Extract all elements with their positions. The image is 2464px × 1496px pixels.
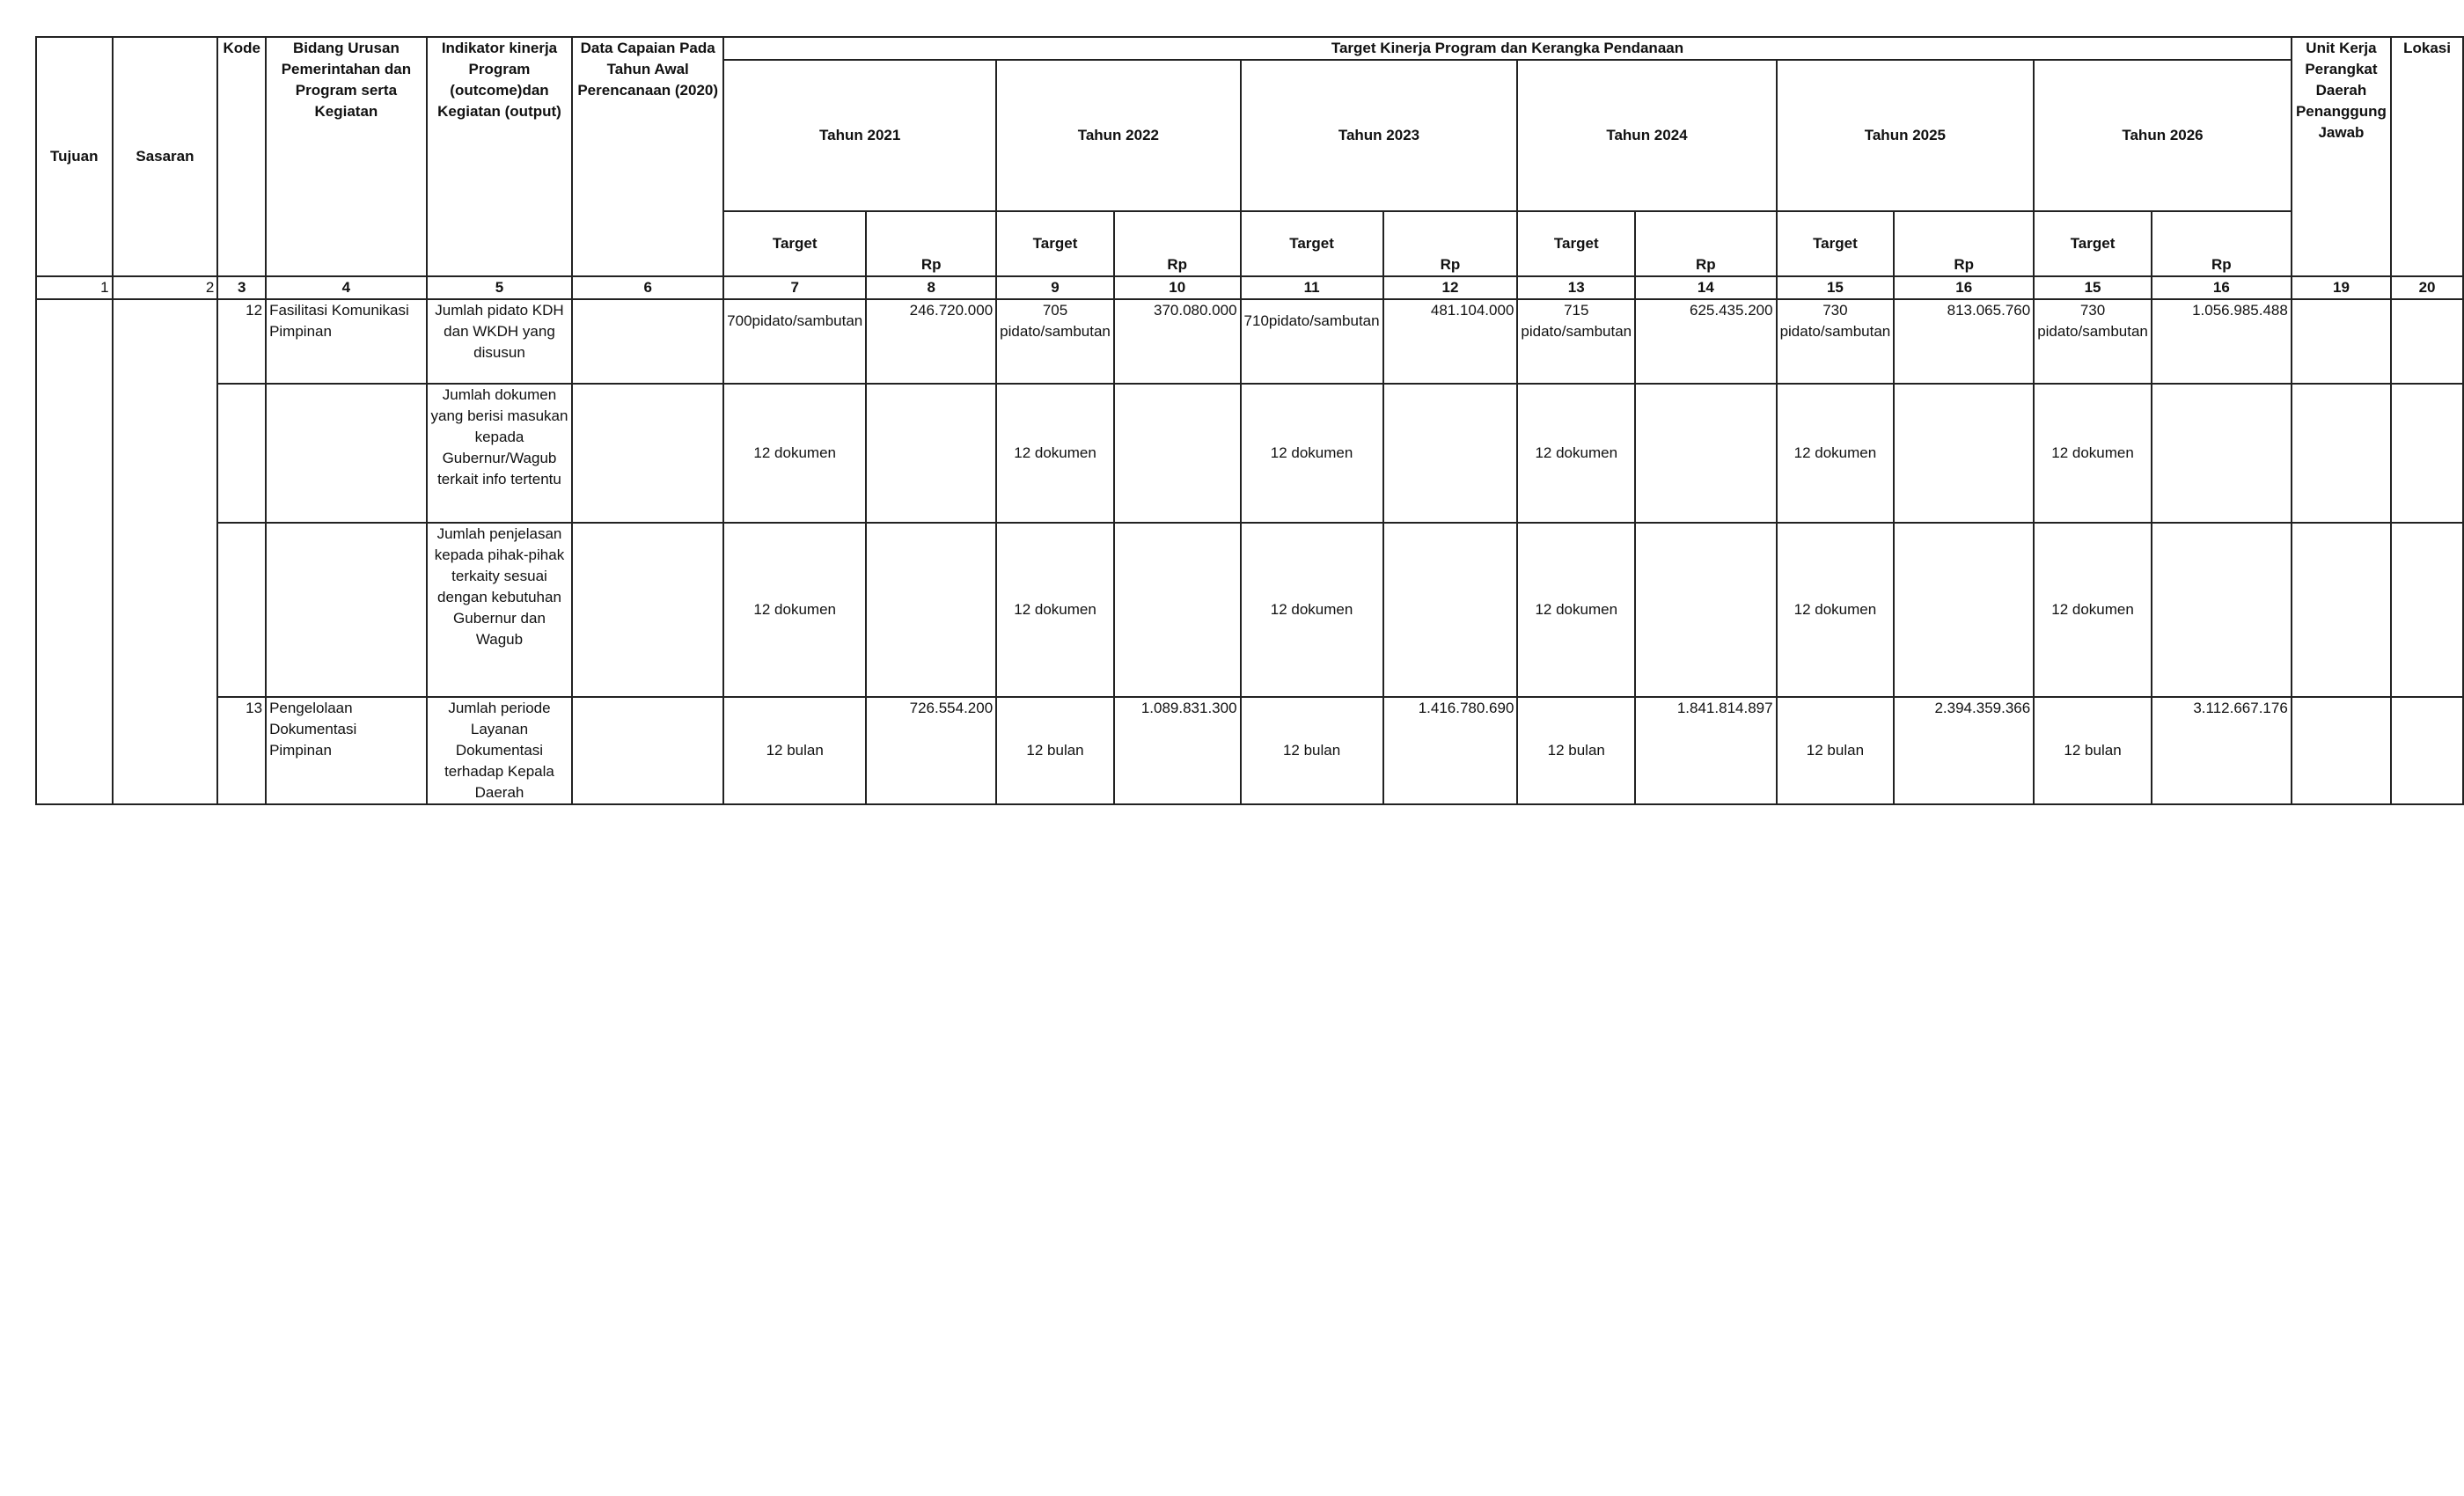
- rp-cell: [1114, 384, 1241, 523]
- lokasi-cell: [2391, 384, 2463, 523]
- unit-kerja-cell: [2292, 384, 2391, 523]
- table-row: [36, 523, 2463, 697]
- target-cell: 12 dokumen: [996, 523, 1114, 697]
- header-target-group: Target Kinerja Program dan Kerangka Pendanaan: [723, 37, 2292, 60]
- target-cell: 12 bulan: [996, 697, 1114, 804]
- indikator-cell: Jumlah pidato KDH dan WKDH yang disusun: [427, 299, 572, 384]
- rp-cell: [866, 384, 996, 523]
- target-cell: 12 bulan: [723, 697, 866, 804]
- header-year-2021: Tahun 2021: [723, 60, 996, 211]
- header-rp: Rp: [1114, 211, 1241, 276]
- header-target: Target: [1241, 211, 1383, 276]
- tujuan-cell: [36, 299, 113, 804]
- capaian-cell: [572, 299, 723, 384]
- unit-kerja-cell: [2292, 523, 2391, 697]
- target-cell: 12 dokumen: [2034, 523, 2152, 697]
- header-tujuan: Tujuan: [36, 37, 113, 276]
- column-number: 11: [1241, 276, 1383, 299]
- header-kode: Kode: [217, 37, 266, 276]
- rp-cell: [2152, 523, 2292, 697]
- rp-cell: 1.841.814.897: [1635, 697, 1776, 804]
- header-row-1: [36, 37, 2463, 60]
- target-cell: 12 dokumen: [1241, 523, 1383, 697]
- target-cell: 12 bulan: [1777, 697, 1895, 804]
- column-number: 2: [113, 276, 218, 299]
- header-rp: Rp: [1894, 211, 2034, 276]
- column-number: 14: [1635, 276, 1776, 299]
- indikator-cell: Jumlah penjelasan kepada pihak-pihak terkaity sesuai dengan kebutuhan Gubernur dan Wagub: [427, 523, 572, 697]
- target-cell: 12 bulan: [2034, 697, 2152, 804]
- rp-cell: [1635, 523, 1776, 697]
- unit-kerja-cell: [2292, 299, 2391, 384]
- rp-cell: 3.112.667.176: [2152, 697, 2292, 804]
- column-number: 6: [572, 276, 723, 299]
- column-number: 4: [266, 276, 427, 299]
- column-number: 8: [866, 276, 996, 299]
- header-unit-kerja: Unit Kerja Perangkat Daerah Penanggung Jawab: [2292, 37, 2391, 276]
- column-number: 3: [217, 276, 266, 299]
- rp-cell: 481.104.000: [1383, 299, 1518, 384]
- column-number-row: [36, 276, 2463, 299]
- column-number: 15: [1777, 276, 1895, 299]
- program-cell: Fasilitasi Komunikasi Pimpinan: [266, 299, 427, 384]
- header-capaian: Data Capaian Pada Tahun Awal Perencanaan (2020): [572, 37, 723, 276]
- header-target: Target: [723, 211, 866, 276]
- rp-cell: [1635, 384, 1776, 523]
- target-cell: 710pidato/sambutan: [1241, 299, 1383, 384]
- header-indikator: Indikator kinerja Program (outcome)dan Kegiatan (output): [427, 37, 572, 276]
- capaian-cell: [572, 523, 723, 697]
- column-number: 13: [1517, 276, 1635, 299]
- target-cell: 12 dokumen: [2034, 384, 2152, 523]
- indikator-cell: Jumlah dokumen yang berisi masukan kepada Gubernur/Wagub terkait info tertentu: [427, 384, 572, 523]
- target-cell: 12 bulan: [1241, 697, 1383, 804]
- target-cell: 12 dokumen: [1517, 384, 1635, 523]
- column-number: 10: [1114, 276, 1241, 299]
- table-row: [36, 697, 2463, 804]
- header-rp: Rp: [1635, 211, 1776, 276]
- header-target: Target: [2034, 211, 2152, 276]
- capaian-cell: [572, 384, 723, 523]
- column-number: 5: [427, 276, 572, 299]
- target-cell: 12 dokumen: [723, 523, 866, 697]
- header-year-2026: Tahun 2026: [2034, 60, 2292, 211]
- rp-cell: 2.394.359.366: [1894, 697, 2034, 804]
- target-cell: 730 pidato/sambutan: [2034, 299, 2152, 384]
- rp-cell: 1.056.985.488: [2152, 299, 2292, 384]
- column-number: 16: [1894, 276, 2034, 299]
- header-lokasi: Lokasi: [2391, 37, 2463, 276]
- table-row: [36, 299, 2463, 384]
- rp-cell: 246.720.000: [866, 299, 996, 384]
- rp-cell: [1894, 384, 2034, 523]
- header-target: Target: [996, 211, 1114, 276]
- rp-cell: [1894, 523, 2034, 697]
- kode-cell: 12: [217, 299, 266, 384]
- column-number: 16: [2152, 276, 2292, 299]
- rp-cell: 726.554.200: [866, 697, 996, 804]
- rp-cell: 813.065.760: [1894, 299, 2034, 384]
- header-year-2022: Tahun 2022: [996, 60, 1240, 211]
- rp-cell: [866, 523, 996, 697]
- header-target: Target: [1517, 211, 1635, 276]
- header-sasaran: Sasaran: [113, 37, 218, 276]
- header-rp: Rp: [866, 211, 996, 276]
- column-number: 1: [36, 276, 113, 299]
- target-cell: 12 dokumen: [1517, 523, 1635, 697]
- rp-cell: 1.416.780.690: [1383, 697, 1518, 804]
- target-cell: 12 dokumen: [1777, 523, 1895, 697]
- unit-kerja-cell: [2292, 697, 2391, 804]
- rp-cell: [1383, 523, 1518, 697]
- header-rp: Rp: [1383, 211, 1518, 276]
- lokasi-cell: [2391, 299, 2463, 384]
- header-year-2025: Tahun 2025: [1777, 60, 2035, 211]
- sasaran-cell: [113, 299, 218, 804]
- column-number: 7: [723, 276, 866, 299]
- capaian-cell: [572, 697, 723, 804]
- program-cell: [266, 523, 427, 697]
- target-cell: 700pidato/sambutan: [723, 299, 866, 384]
- lokasi-cell: [2391, 697, 2463, 804]
- column-number: 20: [2391, 276, 2463, 299]
- rp-cell: [1383, 384, 1518, 523]
- column-number: 15: [2034, 276, 2152, 299]
- column-number: 12: [1383, 276, 1518, 299]
- target-cell: 12 dokumen: [1241, 384, 1383, 523]
- rp-cell: 1.089.831.300: [1114, 697, 1241, 804]
- target-cell: 12 dokumen: [996, 384, 1114, 523]
- table-row: [36, 384, 2463, 523]
- target-cell: 12 bulan: [1517, 697, 1635, 804]
- header-year-2024: Tahun 2024: [1517, 60, 1776, 211]
- header-target: Target: [1777, 211, 1895, 276]
- rp-cell: 370.080.000: [1114, 299, 1241, 384]
- kode-cell: 13: [217, 697, 266, 804]
- column-number: 19: [2292, 276, 2391, 299]
- target-cell: 12 dokumen: [723, 384, 866, 523]
- header-year-2023: Tahun 2023: [1241, 60, 1518, 211]
- rencana-kinerja-table: [35, 36, 2464, 805]
- rp-cell: 625.435.200: [1635, 299, 1776, 384]
- target-cell: 12 dokumen: [1777, 384, 1895, 523]
- column-number: 9: [996, 276, 1114, 299]
- rp-cell: [2152, 384, 2292, 523]
- target-cell: 730 pidato/sambutan: [1777, 299, 1895, 384]
- rp-cell: [1114, 523, 1241, 697]
- header-bidang: Bidang Urusan Pemerintahan dan Program serta Kegiatan: [266, 37, 427, 276]
- program-cell: Pengelolaan Dokumentasi Pimpinan: [266, 697, 427, 804]
- program-cell: [266, 384, 427, 523]
- indikator-cell: Jumlah periode Layanan Dokumentasi terhadap Kepala Daerah: [427, 697, 572, 804]
- kode-cell: [217, 384, 266, 523]
- target-cell: 715 pidato/sambutan: [1517, 299, 1635, 384]
- target-cell: 705 pidato/sambutan: [996, 299, 1114, 384]
- kode-cell: [217, 523, 266, 697]
- lokasi-cell: [2391, 523, 2463, 697]
- header-rp: Rp: [2152, 211, 2292, 276]
